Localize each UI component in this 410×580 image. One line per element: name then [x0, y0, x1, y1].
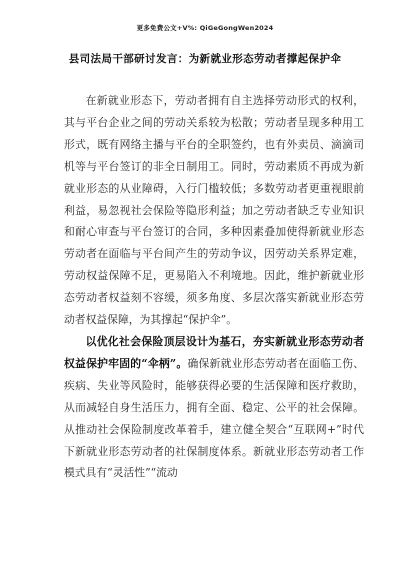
header-note: 更多免费公文+V%: QiGeGongWen2024: [136, 24, 274, 32]
paragraph-1: [64, 90, 364, 331]
paragraph-2-text: 确保新就业形态劳动者在面临工伤、疾病、失业等风险时，能够获得必要的生活保障和医疗救助，从而减轻自身生活压力，拥有全面、稳定、公平的社会保障。从推动社会保险制度改革着手，建立健全契合“互联网+”时代下新就业形态劳动者的社保制度体系。新就业形态劳动者工作模式具有“灵活性”“流动: [64, 356, 364, 480]
paragraph-2: [64, 331, 364, 484]
paragraph-1-text: 在新就业形态下，劳动者拥有自主选择劳动形式的权利，其与平台企业之间的劳动关系较为松散；劳动者呈现多种用工形式，既有网络主播与平台的全职签约，也有外卖员、滴滴司机等与平台签订的非全日制用工。同时，劳动素质不再成为新就业形态的从业障碍，入行门槛较低；多数劳动者更重视眼前利益，易忽视社会保险等隐形利益；加之劳动者缺乏专业知识和耐心审查与平台签订的合同，多种因素叠加使得新就业形态劳动者在面临与平台间产生的劳动争议，因劳动关系界定难，劳动权益保障不足，更易陷入不利境地。因此，维护新就业形态劳动者权益刻不容缓，须多角度、多层次落实新就业形态劳动者权益保障，为其撑起“保护伞”。: [64, 94, 364, 327]
paragraph-2-lead-heading: 以优化社会保险顶层设计为基石，夯实新就业形态劳动者权益保护牢固的“伞柄”。: [64, 335, 364, 370]
document-title: 县司法局干部研讨发言：为新就业形态劳动者撑起保护伞: [68, 53, 342, 65]
